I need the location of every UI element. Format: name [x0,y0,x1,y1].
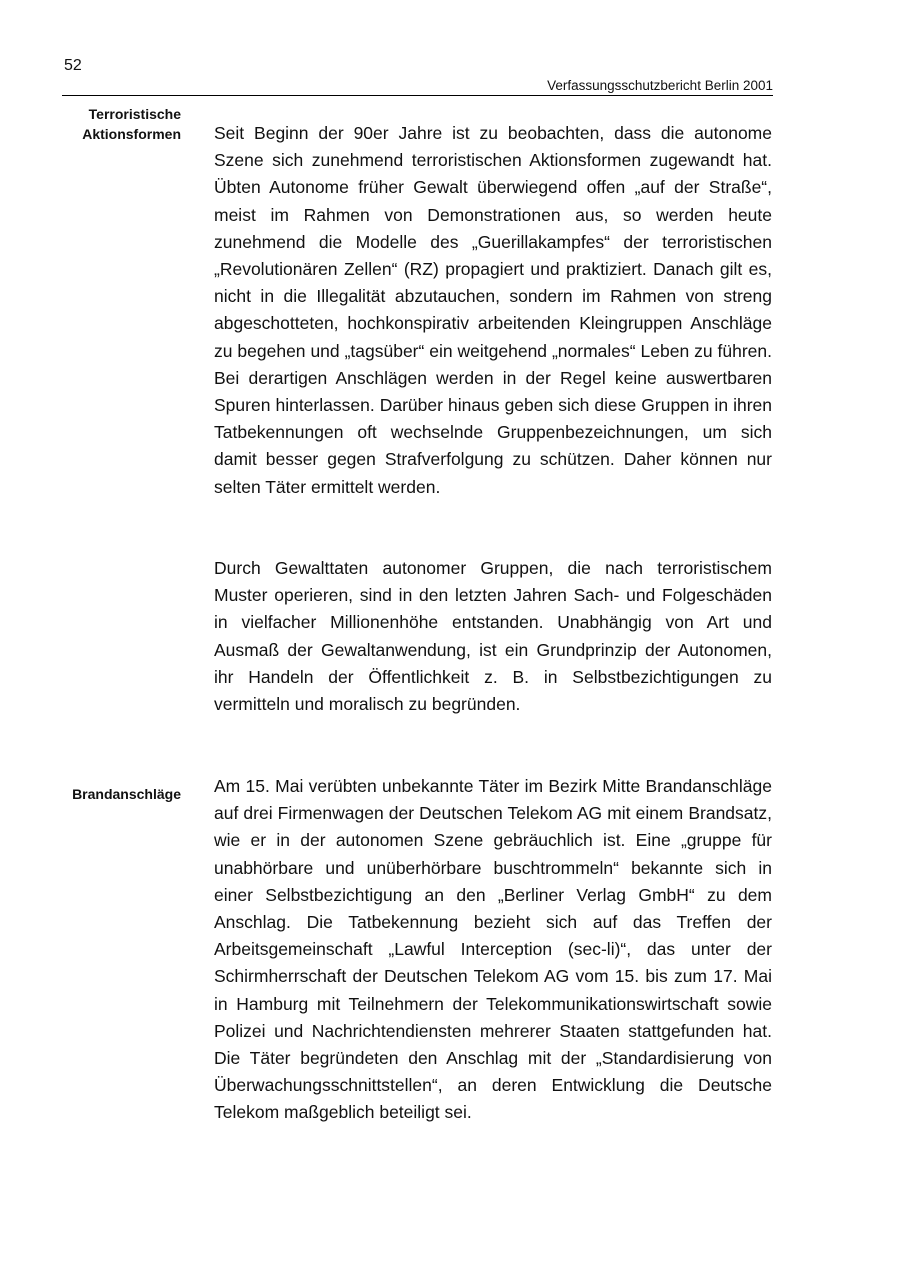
header-rule [62,95,773,96]
running-header-title: Verfassungsschutzbericht Berlin 2001 [547,78,773,93]
page-number: 52 [64,57,82,74]
body-paragraph: Seit Beginn der 90er Jahre ist zu beobachten, dass die autonome Szene sich zunehmend terroristischen Aktionsformen zugewandt hat. Übten Autonome früher Gewalt überwiegend offen „auf der Straße“, meist im Rahmen von Demonstrationen aus, so werden heute zunehmend die Modelle des „Guerillakampfes“ der terroristischen „Revolutionären Zellen“ (RZ) propagiert und praktiziert. Danach gilt es, nicht in die Illegalität abzutauchen, sondern im Rahmen von streng abgeschotteten, hochkonspirativ arbeitenden Kleingruppen Anschläge zu begehen und „tagsüber“ ein weitgehend „normales“ Leben zu führen. Bei derartigen Anschlägen werden in der Regel keine auswertbaren Spuren hinterlassen. Darüber hinaus geben sich diese Gruppen in ihren Tatbekennungen oft wechselnde Gruppenbezeichnungen, um sich damit besser gegen Strafverfolgung zu schützen. Daher können nur selten Täter ermittelt werden. [214,123,772,497]
margin-heading-line: Aktionsformen [82,126,181,142]
body-paragraph: Am 15. Mai verübten unbekannte Täter im Bezirk Mitte Brandanschläge auf drei Firmenwagen der Deutschen Telekom AG mit einem Brandsatz, wie er in der autonomen Szene gebräuchlich ist. Eine „gruppe für unabhörbare und unüberhörbare buschtrommeln“ bekannte sich in einer Selbstbezichtigung an den „Berliner Verlag GmbH“ zu dem Anschlag. Die Tatbekennung bezieht sich auf das Treffen der Arbeitsgemeinschaft „Lawful Interception (sec-li)“, das unter der Schirmherrschaft der Deutschen Telekom AG vom 15. bis zum 17. Mai in Hamburg mit Teilnehmern der Telekommunikationswirtschaft sowie Polizei und Nachrichtendiensten mehrerer Staaten stattgefunden hat. Die Täter begründeten den Anschlag mit der „Standardisierung von Überwachungsschnittstellen“, an deren Entwicklung die Deutsche Telekom maßgeblich beteiligt sei. [214,776,772,1123]
margin-heading-terroristische-aktionsformen [82,104,181,144]
margin-heading-brandanschlaege [72,784,181,804]
body-paragraph: Durch Gewalttaten autonomer Gruppen, die nach terroristischem Muster operieren, sind in den letzten Jahren Sach- und Folgeschäden in vielfacher Millionenhöhe entstanden. Unabhängig von Art und Ausmaß der Gewaltanwendung, ist ein Grundprinzip der Autonomen, ihr Handeln der Öffentlichkeit z. B. in Selbstbezichtigungen zu vermitteln und moralisch zu begründen. [214,558,772,715]
margin-heading-line: Brandanschläge [72,786,181,802]
margin-heading-line: Terroristische [88,106,181,122]
